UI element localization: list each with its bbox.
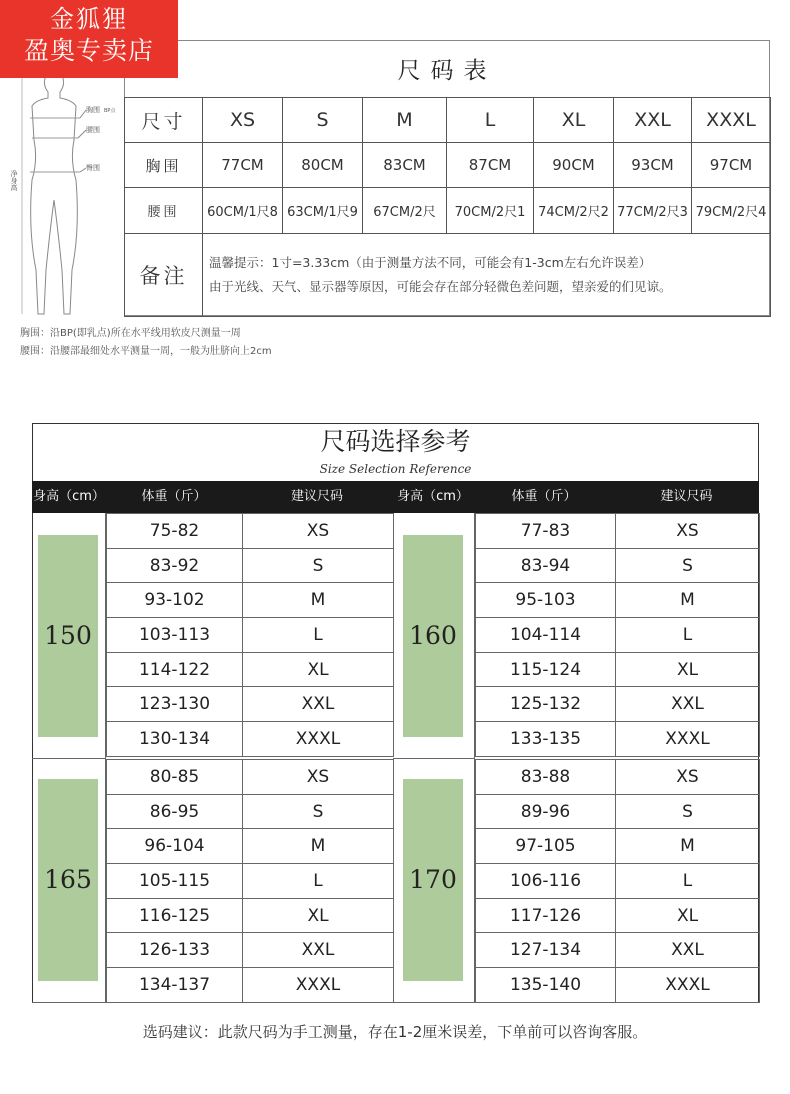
height-value: 150 bbox=[38, 535, 98, 737]
weight-cell: 105-115 bbox=[107, 864, 243, 899]
table-row bbox=[107, 722, 394, 757]
bust-row bbox=[125, 143, 771, 188]
size-cell: XXL bbox=[614, 98, 692, 143]
weight-cell: 83-92 bbox=[107, 548, 243, 583]
table-row bbox=[107, 548, 394, 583]
weight-cell: 106-116 bbox=[476, 864, 616, 899]
size-cell: XS bbox=[243, 514, 394, 549]
waist-cell: 74CM/2尺2 bbox=[534, 188, 614, 234]
size-cell: XS bbox=[203, 98, 283, 143]
note-content bbox=[203, 234, 771, 317]
size-cell: XXXL bbox=[243, 722, 394, 757]
waist-cell: 63CM/1尺9 bbox=[283, 188, 363, 234]
size-cell: L bbox=[243, 618, 394, 653]
size-cell: XS bbox=[616, 760, 760, 795]
measurement-notes bbox=[20, 325, 272, 361]
bust-cell: 87CM bbox=[447, 143, 534, 188]
size-reference-title: 尺码选择参考 bbox=[320, 427, 471, 456]
bust-cell: 80CM bbox=[283, 143, 363, 188]
note-row bbox=[125, 234, 771, 317]
size-cell: S bbox=[243, 548, 394, 583]
weight-cell: 104-114 bbox=[476, 618, 616, 653]
size-cell: XXL bbox=[243, 933, 394, 968]
waist-label: 腰围 bbox=[86, 126, 100, 134]
size-cell: XL bbox=[243, 898, 394, 933]
table-row bbox=[107, 794, 394, 829]
shop-name: 金狐狸 bbox=[50, 5, 128, 33]
table-row bbox=[476, 687, 760, 722]
table-row bbox=[107, 760, 394, 795]
table-row bbox=[476, 933, 760, 968]
size-cell: XXL bbox=[616, 687, 760, 722]
weight-cell: 126-133 bbox=[107, 933, 243, 968]
table-row bbox=[107, 583, 394, 618]
height-value: 160 bbox=[403, 535, 463, 737]
bp-label: BP点 bbox=[104, 108, 116, 114]
size-row bbox=[125, 98, 771, 143]
waist-cell: 77CM/2尺3 bbox=[614, 188, 692, 234]
weight-cell: 93-102 bbox=[107, 583, 243, 618]
weight-cell: 89-96 bbox=[476, 794, 616, 829]
weight-cell: 130-134 bbox=[107, 722, 243, 757]
note-line-2: 由于光线、天气、显示器等原因，可能会存在部分轻微色差问题，望亲爱的们见谅。 bbox=[209, 279, 672, 294]
body-measurement-figure bbox=[10, 70, 120, 330]
weight-cell: 83-94 bbox=[476, 548, 616, 583]
size-cell: S bbox=[616, 548, 760, 583]
hip-label: 臀围 bbox=[86, 164, 100, 172]
waist-cell: 60CM/1尺8 bbox=[203, 188, 283, 234]
size-cell: S bbox=[243, 794, 394, 829]
weight-cell: 80-85 bbox=[107, 760, 243, 795]
waist-cell: 67CM/2尺 bbox=[363, 188, 447, 234]
table-row bbox=[476, 618, 760, 653]
table-row bbox=[476, 760, 760, 795]
reference-table-150 bbox=[106, 513, 394, 757]
size-cell: M bbox=[616, 829, 760, 864]
size-cell: M bbox=[243, 583, 394, 618]
bust-cell: 93CM bbox=[614, 143, 692, 188]
table-row bbox=[107, 687, 394, 722]
note-line-1: 温馨提示：1寸=3.33cm（由于测量方法不同，可能会有1-3cm左右允许误差） bbox=[209, 255, 652, 270]
waist-cell: 70CM/2尺1 bbox=[447, 188, 534, 234]
bust-label: 胸围 bbox=[86, 106, 100, 114]
weight-cell: 103-113 bbox=[107, 618, 243, 653]
weight-cell: 75-82 bbox=[107, 514, 243, 549]
weight-cell: 95-103 bbox=[476, 583, 616, 618]
size-cell: XS bbox=[243, 760, 394, 795]
table-row bbox=[476, 722, 760, 757]
header-size: 建议尺码 bbox=[660, 489, 713, 504]
bust-cell: 97CM bbox=[692, 143, 771, 188]
row-header-waist: 腰围 bbox=[125, 188, 203, 234]
weight-cell: 125-132 bbox=[476, 687, 616, 722]
size-cell: XXL bbox=[243, 687, 394, 722]
size-cell: XS bbox=[616, 514, 760, 549]
table-row bbox=[476, 829, 760, 864]
table-row bbox=[107, 968, 394, 1003]
size-cell: M bbox=[616, 583, 760, 618]
size-chart-table bbox=[124, 97, 771, 317]
weight-cell: 123-130 bbox=[107, 687, 243, 722]
size-cell: L bbox=[616, 864, 760, 899]
size-cell: M bbox=[363, 98, 447, 143]
size-cell: XXXL bbox=[692, 98, 771, 143]
reference-table-170 bbox=[475, 759, 760, 1003]
weight-cell: 116-125 bbox=[107, 898, 243, 933]
weight-cell: 114-122 bbox=[107, 652, 243, 687]
size-cell: M bbox=[243, 829, 394, 864]
shop-badge bbox=[0, 0, 178, 78]
weight-cell: 115-124 bbox=[476, 652, 616, 687]
height-label: 净身高 bbox=[10, 170, 18, 191]
header-weight: 体重（斤） bbox=[141, 489, 207, 504]
reference-table-160 bbox=[475, 513, 760, 757]
bust-note: 胸围：沿BP(即乳点)所在水平线用软皮尺测量一周 bbox=[20, 328, 241, 339]
note-header: 备注 bbox=[125, 234, 203, 317]
weight-cell: 117-126 bbox=[476, 898, 616, 933]
waist-cell: 79CM/2尺4 bbox=[692, 188, 771, 234]
size-cell: L bbox=[243, 864, 394, 899]
table-row bbox=[107, 898, 394, 933]
table-row bbox=[107, 829, 394, 864]
reference-header-bar bbox=[32, 481, 759, 513]
weight-cell: 135-140 bbox=[476, 968, 616, 1003]
weight-cell: 97-105 bbox=[476, 829, 616, 864]
header-height: 身高（cm） bbox=[33, 489, 105, 504]
table-row bbox=[476, 548, 760, 583]
size-cell: L bbox=[447, 98, 534, 143]
size-cell: S bbox=[616, 794, 760, 829]
size-cell: XXXL bbox=[243, 968, 394, 1003]
table-row bbox=[476, 794, 760, 829]
weight-cell: 86-95 bbox=[107, 794, 243, 829]
size-cell: L bbox=[616, 618, 760, 653]
size-advice-footer: 选码建议：此款尺码为手工测量，存在1-2厘米误差，下单前可以咨询客服。 bbox=[142, 1023, 648, 1041]
size-cell: XL bbox=[616, 898, 760, 933]
size-cell: S bbox=[283, 98, 363, 143]
table-row bbox=[476, 583, 760, 618]
table-row bbox=[107, 652, 394, 687]
table-row bbox=[107, 933, 394, 968]
weight-cell: 83-88 bbox=[476, 760, 616, 795]
weight-cell: 133-135 bbox=[476, 722, 616, 757]
reference-table-165 bbox=[106, 759, 394, 1003]
size-cell: XXXL bbox=[616, 968, 760, 1003]
height-value: 165 bbox=[38, 779, 98, 981]
bust-cell: 83CM bbox=[363, 143, 447, 188]
waist-note: 腰围：沿腰部最细处水平测量一周，一般为肚脐向上2cm bbox=[20, 346, 272, 357]
row-header-size: 尺寸 bbox=[125, 98, 203, 143]
size-cell: XL bbox=[243, 652, 394, 687]
size-reference-subtitle: Size Selection Reference bbox=[319, 462, 472, 476]
row-header-bust: 胸围 bbox=[125, 143, 203, 188]
size-cell: XL bbox=[534, 98, 614, 143]
header-height: 身高（cm） bbox=[397, 489, 469, 504]
size-cell: XXL bbox=[616, 933, 760, 968]
table-row bbox=[476, 652, 760, 687]
bust-cell: 77CM bbox=[203, 143, 283, 188]
weight-cell: 134-137 bbox=[107, 968, 243, 1003]
header-size: 建议尺码 bbox=[290, 489, 343, 504]
size-cell: XXXL bbox=[616, 722, 760, 757]
table-row bbox=[476, 514, 760, 549]
bust-cell: 90CM bbox=[534, 143, 614, 188]
size-chart-title: 尺码表 bbox=[397, 58, 497, 84]
shop-store-name: 盈奥专卖店 bbox=[23, 36, 154, 65]
table-row bbox=[476, 898, 760, 933]
table-row bbox=[107, 618, 394, 653]
size-cell: XL bbox=[616, 652, 760, 687]
header-weight: 体重（斤） bbox=[511, 489, 577, 504]
table-row bbox=[107, 864, 394, 899]
weight-cell: 96-104 bbox=[107, 829, 243, 864]
table-row bbox=[107, 514, 394, 549]
table-row bbox=[476, 864, 760, 899]
waist-row bbox=[125, 188, 771, 234]
table-row bbox=[476, 968, 760, 1003]
weight-cell: 77-83 bbox=[476, 514, 616, 549]
weight-cell: 127-134 bbox=[476, 933, 616, 968]
height-value: 170 bbox=[403, 779, 463, 981]
